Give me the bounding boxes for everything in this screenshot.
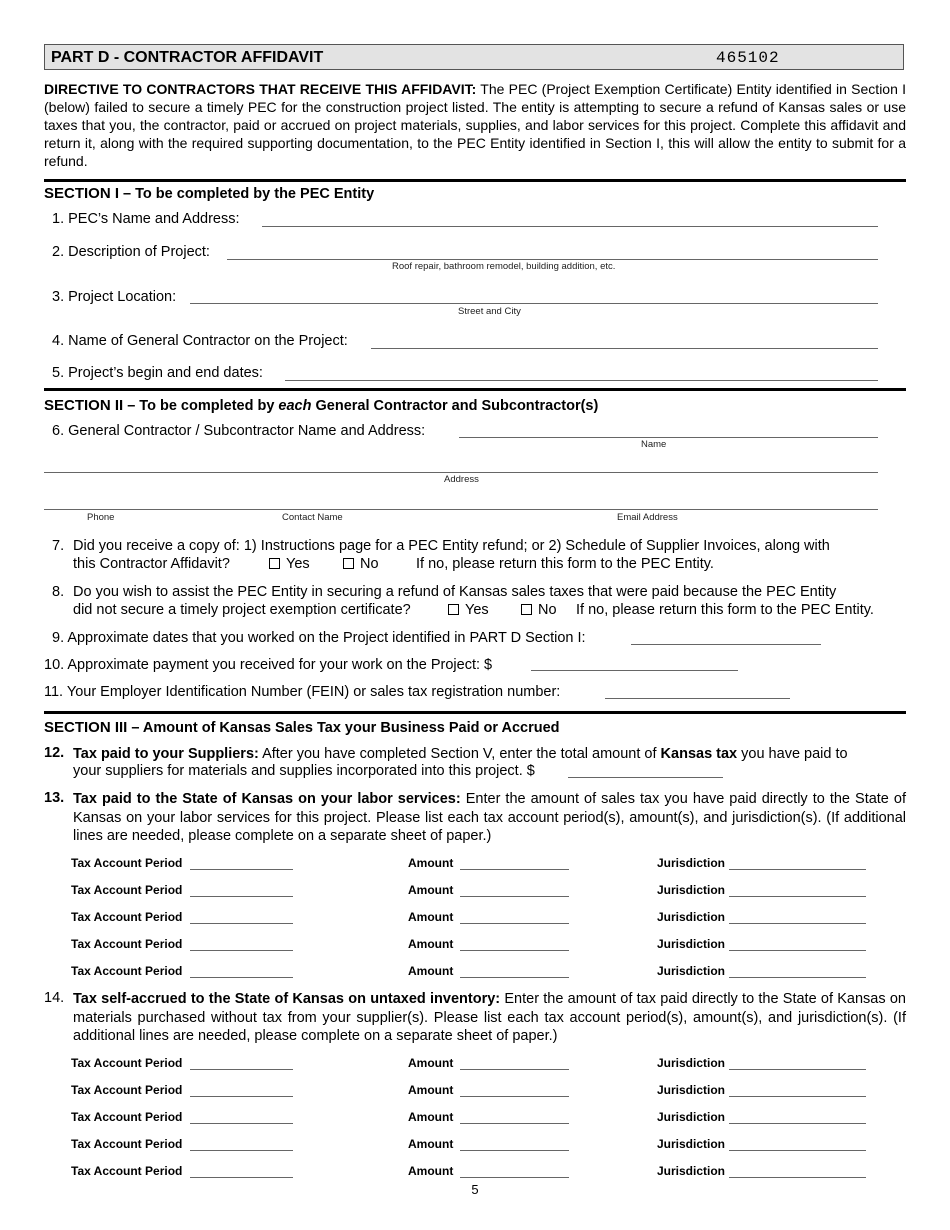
q8-text-line1: Do you wish to assist the PEC Entity in securing a refund of Kansas sales taxes that were paid because the PEC Entity	[73, 584, 837, 600]
q12-text: Tax paid to your Suppliers: After you have completed Section V, enter the total amount of Kansas tax you have paid to	[73, 746, 848, 762]
q9-label: 9. Approximate dates that you worked on the Project identified in PART D Section I:	[52, 630, 586, 646]
q14-row-period-label: Tax Account Period	[71, 1137, 183, 1151]
q14-row-period-field[interactable]	[190, 1069, 293, 1070]
q14-row-period-label: Tax Account Period	[71, 1110, 183, 1124]
q14-number: 14.	[44, 990, 65, 1006]
q12-text-line2: your suppliers for materials and supplies incorporated into this project. $	[73, 763, 535, 779]
q10-label: 10. Approximate payment you received for your work on the Project: $	[44, 657, 493, 673]
q13-number: 13.	[44, 790, 65, 806]
q13-row-jurisdiction-field[interactable]	[729, 950, 866, 951]
q13-row-amount-label: Amount	[408, 937, 454, 951]
q13-row-amount-field[interactable]	[460, 950, 569, 951]
q6-phone-caption: Phone	[87, 512, 115, 523]
q14-row-amount-label: Amount	[408, 1083, 454, 1097]
q14-row-jurisdiction-field[interactable]	[729, 1177, 866, 1178]
form-header	[44, 44, 904, 70]
q14-row-jurisdiction-field[interactable]	[729, 1069, 866, 1070]
q2-caption: Roof repair, bathroom remodel, building addition, etc.	[392, 261, 616, 272]
q11-fein-field[interactable]	[605, 698, 790, 699]
q13-row-amount-field[interactable]	[460, 869, 569, 870]
q3-location-field[interactable]	[190, 303, 878, 304]
q14-row-period-field[interactable]	[190, 1177, 293, 1178]
q13-row-jurisdiction-field[interactable]	[729, 923, 866, 924]
q14-row-jurisdiction-label: Jurisdiction	[657, 1083, 726, 1097]
q13-row-period-field[interactable]	[190, 896, 293, 897]
q14-row-amount-field[interactable]	[460, 1069, 569, 1070]
q13-row-jurisdiction-label: Jurisdiction	[657, 937, 726, 951]
q9-dates-field[interactable]	[631, 644, 821, 645]
q14-row-period-label: Tax Account Period	[71, 1056, 183, 1070]
q12-number: 12.	[44, 745, 65, 761]
q10-payment-field[interactable]	[531, 670, 738, 671]
q6-name-field[interactable]	[459, 437, 878, 438]
q14-row-amount-field[interactable]	[460, 1123, 569, 1124]
q5-label: 5. Project’s begin and end dates:	[52, 365, 263, 381]
q8-no-option[interactable]: No	[521, 602, 557, 618]
directive-label: DIRECTIVE TO CONTRACTORS THAT RECEIVE THIS AFFIDAVIT:	[44, 81, 477, 97]
q14-row-jurisdiction-label: Jurisdiction	[657, 1110, 726, 1124]
q14-row-jurisdiction-label: Jurisdiction	[657, 1056, 726, 1070]
q13-row-period-field[interactable]	[190, 869, 293, 870]
q14-row-period-field[interactable]	[190, 1123, 293, 1124]
q14-text: Tax self-accrued to the State of Kansas on untaxed inventory: Enter the amount of tax paid directly to the State of Kansas on materials purchased without tax from your supplier(s). Please list each tax account period(s), amount(s), and jurisdiction(s). (If additional lines are needed, please complete on a separate sheet of paper.)	[73, 991, 906, 1044]
q13-row-period-field[interactable]	[190, 950, 293, 951]
directive-paragraph	[44, 80, 906, 170]
q7-no-option[interactable]: No	[343, 556, 379, 572]
form-code: 465102	[716, 49, 780, 67]
q13-row-amount-field[interactable]	[460, 977, 569, 978]
q14-row-amount-field[interactable]	[460, 1096, 569, 1097]
q12-amount-field[interactable]	[568, 777, 723, 778]
q6-contact-caption: Contact Name	[282, 512, 343, 523]
q13-row-amount-field[interactable]	[460, 896, 569, 897]
q8-return-note: If no, please return this form to the PEC Entity.	[576, 602, 874, 618]
q1-label: 1. PEC’s Name and Address:	[52, 211, 240, 227]
section-3-heading: SECTION III – Amount of Kansas Sales Tax your Business Paid or Accrued	[44, 719, 560, 736]
checkbox-icon[interactable]	[269, 558, 280, 569]
q2-label: 2. Description of Project:	[52, 244, 210, 260]
q4-label: 4. Name of General Contractor on the Project:	[52, 333, 348, 349]
q1-pec-name-field[interactable]	[262, 226, 878, 227]
q6-email-caption: Email Address	[617, 512, 678, 523]
q13-row-amount-label: Amount	[408, 883, 454, 897]
q13-row-amount-field[interactable]	[460, 923, 569, 924]
q7-number: 7.	[52, 538, 65, 554]
section-1-heading: SECTION I – To be completed by the PEC Entity	[44, 185, 375, 202]
q14-row-jurisdiction-field[interactable]	[729, 1150, 866, 1151]
q13-row-jurisdiction-label: Jurisdiction	[657, 964, 726, 978]
q13-row-period-field[interactable]	[190, 977, 293, 978]
q8-yes-option[interactable]: Yes	[448, 602, 489, 618]
q8-number: 8.	[52, 584, 65, 600]
q7-text-line2: this Contractor Affidavit?	[73, 556, 230, 572]
q14-row-amount-label: Amount	[408, 1164, 454, 1178]
checkbox-icon[interactable]	[448, 604, 459, 615]
q14-row-amount-field[interactable]	[460, 1150, 569, 1151]
q13-row-amount-label: Amount	[408, 856, 454, 870]
q14-row-amount-label: Amount	[408, 1056, 454, 1070]
q3-caption: Street and City	[458, 306, 521, 317]
q3-label: 3. Project Location:	[52, 289, 177, 305]
section-divider	[44, 388, 906, 391]
q13-row-jurisdiction-label: Jurisdiction	[657, 856, 726, 870]
q14-row-period-label: Tax Account Period	[71, 1083, 183, 1097]
q4-general-contractor-field[interactable]	[371, 348, 878, 349]
q13-row-amount-label: Amount	[408, 910, 454, 924]
checkbox-icon[interactable]	[343, 558, 354, 569]
q7-text-line1: Did you receive a copy of: 1) Instructions page for a PEC Entity refund; or 2) Schedule of Supplier Invoices, along with	[73, 538, 830, 554]
q13-row-period-field[interactable]	[190, 923, 293, 924]
q6-contact-field[interactable]	[44, 509, 878, 510]
q13-text: Tax paid to the State of Kansas on your labor services: Enter the amount of sales tax you have paid directly to the State of Kansas on your labor services for this project. Please list each tax account period(s), amount(s), and jurisdiction(s). (If additional lines are needed, please complete on a separate sheet of paper.)	[73, 791, 907, 844]
directive-text: The PEC (Project Exemption Certificate) Entity identified in Section I (below) failed to secure a timely PEC for the construction project listed. The entity is attempting to secure a refund of Kansas sales or use taxes that you, the contractor, paid or accrued on project materials, supplies, and labor services for this project. Complete this affidavit and return it, along with the required supporting documentation, to the PEC Entity identified in Section I, this will allow the entity to submit for a refund.	[44, 81, 907, 169]
q14-row-amount-label: Amount	[408, 1110, 454, 1124]
q13-row-period-label: Tax Account Period	[71, 883, 183, 897]
checkbox-icon[interactable]	[521, 604, 532, 615]
q13-row-period-label: Tax Account Period	[71, 937, 183, 951]
q5-dates-field[interactable]	[285, 380, 878, 381]
q14-row-period-label: Tax Account Period	[71, 1164, 183, 1178]
q14-row-amount-label: Amount	[408, 1137, 454, 1151]
q13-row-jurisdiction-field[interactable]	[729, 977, 866, 978]
q14-row-jurisdiction-field[interactable]	[729, 1096, 866, 1097]
q6-name-caption: Name	[641, 439, 667, 450]
q14-row-period-field[interactable]	[190, 1096, 293, 1097]
q14-row-jurisdiction-label: Jurisdiction	[657, 1164, 726, 1178]
q14-row-jurisdiction-field[interactable]	[729, 1123, 866, 1124]
q13-row-jurisdiction-label: Jurisdiction	[657, 910, 726, 924]
q11-label: 11. Your Employer Identification Number (FEIN) or sales tax registration number:	[44, 684, 561, 700]
section-divider	[44, 179, 906, 182]
q13-row-jurisdiction-field[interactable]	[729, 869, 866, 870]
q6-address-field[interactable]	[44, 472, 878, 473]
q8-text-line2: did not secure a timely project exemption certificate?	[73, 602, 411, 618]
q13-row-period-label: Tax Account Period	[71, 964, 183, 978]
q13-row-period-label: Tax Account Period	[71, 856, 183, 870]
q13-row-jurisdiction-field[interactable]	[729, 896, 866, 897]
q14-row-jurisdiction-label: Jurisdiction	[657, 1137, 726, 1151]
q2-description-field[interactable]	[227, 259, 878, 260]
form-title: PART D - CONTRACTOR AFFIDAVIT	[51, 49, 324, 66]
section-2-heading: SECTION II – To be completed by each General Contractor and Subcontractor(s)	[44, 397, 599, 414]
q13-row-period-label: Tax Account Period	[71, 910, 183, 924]
q7-yes-option[interactable]: Yes	[269, 556, 310, 572]
page-number: 5	[471, 1182, 479, 1197]
q14-row-amount-field[interactable]	[460, 1177, 569, 1178]
q6-label: 6. General Contractor / Subcontractor Name and Address:	[52, 423, 426, 439]
q6-address-caption: Address	[444, 474, 479, 485]
q13-row-amount-label: Amount	[408, 964, 454, 978]
q7-return-note: If no, please return this form to the PEC Entity.	[416, 556, 714, 572]
q13-row-jurisdiction-label: Jurisdiction	[657, 883, 726, 897]
section-divider	[44, 711, 906, 714]
q14-row-period-field[interactable]	[190, 1150, 293, 1151]
